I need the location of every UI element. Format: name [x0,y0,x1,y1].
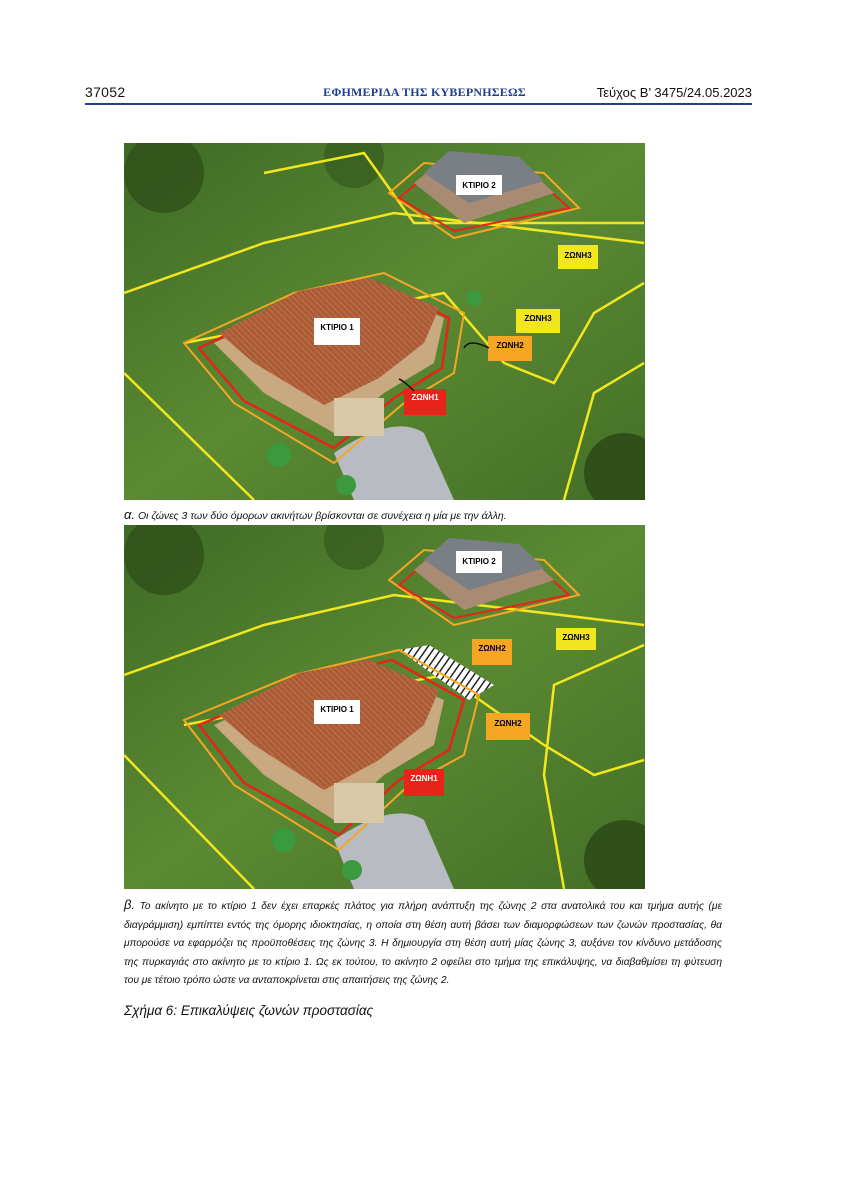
page-number: 37052 [85,84,126,100]
zone2-label: ΖΩΝΗ2 [496,341,524,350]
figure-a-image [124,143,645,500]
figure-title: Σχήμα 6: Επικαλύψεις ζωνών προστασίας [124,1003,374,1018]
zone1-label: ΖΩΝΗ1 [411,393,439,402]
figure-b-image [124,525,645,889]
caption-a-letter: α. [124,507,136,522]
figure-a-caption [124,507,507,522]
zone3-right-label: ΖΩΝΗ3 [564,251,592,260]
building2-label: ΚΤΙΡΙΟ 2 [462,557,496,566]
building2-label: ΚΤΙΡΙΟ 2 [462,181,496,190]
caption-b-text: Το ακίνητο με το κτίριο 1 δεν έχει επαρκές πλάτος για πλήρη ανάπτυξη της ζώνης 2 στα ανατολικά του και τμήμα αυτής (με διαγράμμιση) εμπίπτει εντός της όμορης ιδιοκτησίας, η οποία στη θέση αυτή βάσει των διαμορφώσεων των ζωνών προστασίας, θα μπορούσε να εφαρμόζει τις προϋποθέσεις της ζώνης 3. Η δημιουργία στη θέση αυτή μίας ζώνης 3, αυξάνει τον κίνδυνο μετάδοσης της πυρκαγιάς στο ακίνητο με το κτίριο 1. Ως εκ τούτου, το ακίνητο 2 οφείλει στο τμήμα της επικάλυψης, να διαβαθμίσει τη φύτευση του με τέτοιο τρόπο ώστε να ανταποκρίνεται στις απαιτήσεις της ζώνης 2. [124,901,722,986]
zone1-label: ΖΩΝΗ1 [410,774,438,783]
zone2-right-label: ΖΩΝΗ2 [494,719,522,728]
zone3-mid-label: ΖΩΝΗ3 [524,314,552,323]
building1-label: ΚΤΙΡΙΟ 1 [320,323,354,332]
caption-b-letter: β. [124,897,136,912]
issue-number: Τεύχος Β’ 3475/24.05.2023 [596,85,752,100]
figure-b-caption [124,896,722,991]
zone3-label: ΖΩΝΗ3 [562,633,590,642]
header-rule [85,103,752,105]
gazette-title: ΕΦΗΜΕΡΙΔΑ ΤΗΣ ΚΥΒΕΡΝΗΣΕΩΣ [323,85,526,99]
zone2-top-label: ΖΩΝΗ2 [478,644,506,653]
caption-a-text: Οι ζώνες 3 των δύο όμορων ακινήτων βρίσκονται σε συνέχεια η μία με την άλλη. [135,510,507,522]
building1-label: ΚΤΙΡΙΟ 1 [320,705,354,714]
